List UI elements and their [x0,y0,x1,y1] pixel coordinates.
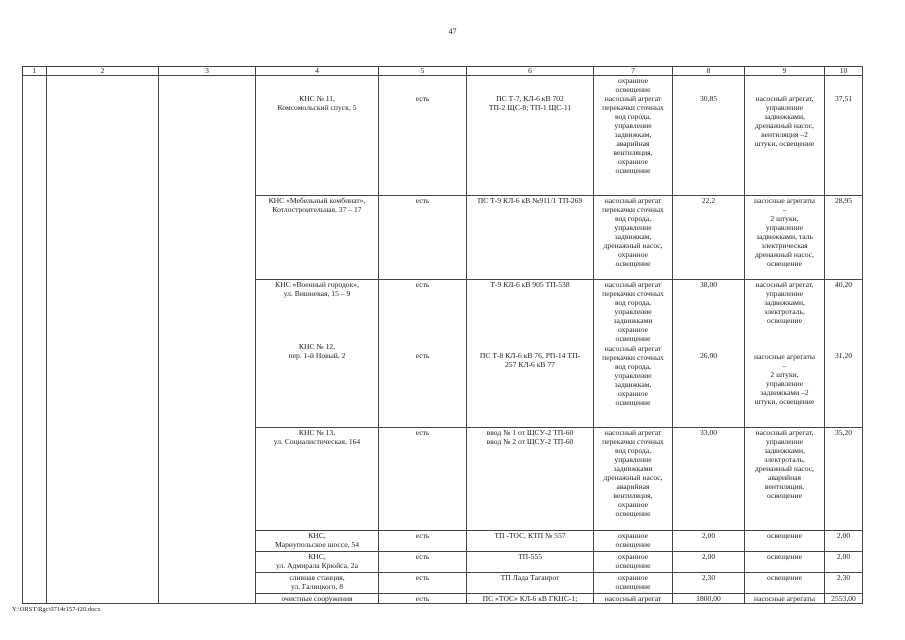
document-file-path: Y:\ORST\Rgc\0714r157-f20.docx [12,606,101,613]
equipment: освещение [745,573,825,594]
station-name: КНС «Мебельный комбинат», Котлостроительная, 37 – 17 [256,196,379,280]
total-value: 2,00 [825,531,863,552]
equipment: насосный агрегат, управление задвижками, электроталь, освещение насосные агрегаты – 2 штуки, управление задвижками –2 штуки, освещение [745,280,825,428]
consumers: охранное освещение насосный агрегат перекачки сточных вод города, управление задвижкам, аварийная вентиляция, охранное освещение [594,76,673,196]
column-header: 2 [47,67,159,76]
consumers: охранное освещение [594,531,673,552]
column-header: 6 [467,67,594,76]
consumers: насосный агрегат [594,594,673,604]
column-header: 3 [159,67,256,76]
total-value: 40,20 31,20 [825,280,863,428]
total-value: 28,95 [825,196,863,280]
station-name: очистные сооружения [256,594,379,604]
power-availability: есть [379,552,467,573]
station-name: КНС «Военный городок», ул. Вишневая, 15 – 9 КНС № 12, пер. 1-й Новый, 2 [256,280,379,428]
power-source: ПС Т-7, КЛ-6 кВ 702 ТП-2 ЩС-8; ТП-1 ЩС-11 [467,76,594,196]
power-source: ТП Лада Таганрог [467,573,594,594]
column-header: 10 [825,67,863,76]
station-name: КНС, ул. Адмирала Крюйса, 2а [256,552,379,573]
station-name: КНС № 11, Комсомольский спуск, 5 [256,76,379,196]
total-value: 2,30 [825,573,863,594]
power-availability: есть [379,573,467,594]
total-value: 37,51 [825,76,863,196]
data-table [22,66,863,604]
power-availability: есть [379,76,467,196]
power-value: 22,2 [673,196,745,280]
station-name: КНС, Мариупольское шоссе, 54 [256,531,379,552]
column-header: 7 [594,67,673,76]
station-name: сливная станция, ул. Галицкого, 8 [256,573,379,594]
consumers: насосный агрегат перекачки сточных вод города, управление задвижками дренажный насос, аварийная вентиляция, охранное освещение [594,428,673,531]
power-availability: есть [379,428,467,531]
power-value: 38,00 26,00 [673,280,745,428]
equipment: насосные агрегаты – 2 штуки, управление задвижками, таль электрическая дренажный насос, освещение [745,196,825,280]
total-value: 35,20 [825,428,863,531]
power-value: 2,00 [673,531,745,552]
power-source: ввод № 1 от ЩСУ-2 ТП-60 ввод № 2 от ЩСУ-2 ТП-60 [467,428,594,531]
table-row [23,76,863,196]
power-source: Т-9 КЛ-6 кВ 905 ТП-538 ПС Т-8 КЛ-6 кВ 76, РП-14 ТП- 257 КЛ-6 кВ 77 [467,280,594,428]
power-source: ПС Т-9 КЛ-6 кВ №911/1 ТП-269 [467,196,594,280]
power-source: ТП -ТОС, КТП № 557 [467,531,594,552]
power-value: 2,30 [673,573,745,594]
column-header: 8 [673,67,745,76]
power-value: 2,00 [673,552,745,573]
power-availability: есть есть [379,280,467,428]
col2-merged-cell [47,76,159,604]
column-header: 1 [23,67,47,76]
consumers: охранное освещение [594,552,673,573]
power-value: 30,85 [673,76,745,196]
column-header: 5 [379,67,467,76]
total-value: 2,00 [825,552,863,573]
power-availability: есть [379,531,467,552]
header-row [23,67,863,76]
equipment: насосный агрегат, управление задвижками, дренажный насос, вентиляция –2 штуки, освещение [745,76,825,196]
consumers: насосный агрегат перекачки сточных вод города, управление задвижкам, дренажный насос, охранное освещение [594,196,673,280]
consumers: насосный агрегат перекачки сточных вод города, управление задвижками охранное освещение насосный агрегат перекачки сточных вод города, управление задвижкам, охранное освещение [594,280,673,428]
column-header: 9 [745,67,825,76]
equipment: освещение [745,531,825,552]
power-source: ПС «ТОС» КЛ-6 кВ ГКНС-1; [467,594,594,604]
page-number: 47 [448,27,457,36]
column-header: 4 [256,67,379,76]
power-value: 1800,00 [673,594,745,604]
equipment: насосный агрегат, управление задвижками, электроталь, дренажный насос, аварийная вентиляция, освещение [745,428,825,531]
col3-merged-cell [159,76,256,604]
power-availability: есть [379,196,467,280]
power-source: ТП-555 [467,552,594,573]
col1-merged-cell [23,76,47,604]
total-value: 2553,00 [825,594,863,604]
station-name: КНС № 13, ул. Социалистическая, 164 [256,428,379,531]
power-value: 33,00 [673,428,745,531]
equipment: насосные агрегаты [745,594,825,604]
power-availability: есть [379,594,467,604]
equipment: освещение [745,552,825,573]
consumers: охранное освещение [594,573,673,594]
